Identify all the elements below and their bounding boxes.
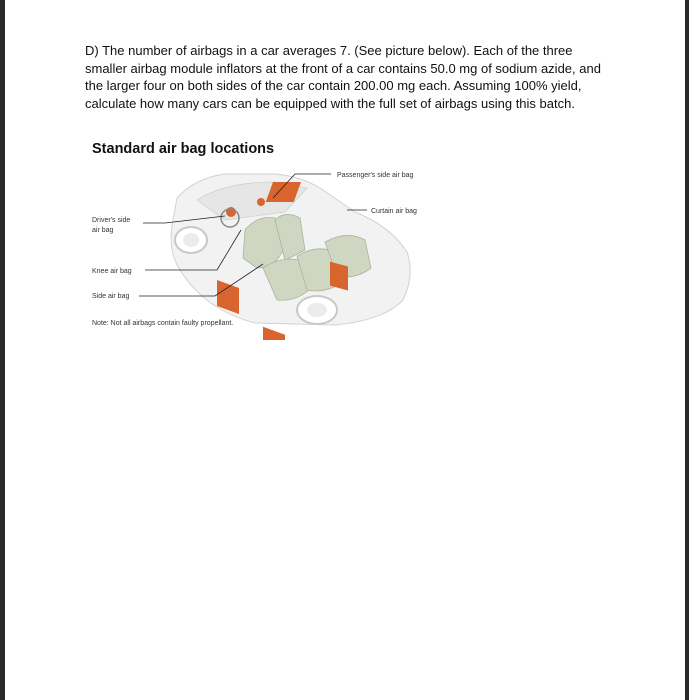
passenger-airbag-label: Passenger's side air bag: [337, 172, 414, 179]
side-airbag-rear: [263, 327, 285, 340]
side-airbag-label: Side air bag: [92, 293, 130, 300]
driver-airbag-label-line1: Driver's side: [92, 217, 131, 224]
car-illustration: [85, 160, 455, 340]
airbag-diagram: [85, 160, 455, 345]
figure-note: Note: Not all airbags contain faulty propellant.: [92, 320, 234, 327]
driver-airbag-label-line2: air bag: [92, 227, 114, 234]
curtain-airbag-rear: [330, 262, 348, 291]
curtain-airbag-label: Curtain air bag: [371, 208, 417, 215]
knee-airbag-label: Knee air bag: [92, 268, 132, 275]
passenger-airbag: [257, 198, 265, 206]
question-text: D) The number of airbags in a car averages 7. (See picture below). Each of the three smaller airbag module inflators at the front of a car contains 50.0 mg of sodium azide, and the larger four on both sides of the car contain 200.00 mg each. Assuming 100% yield, calculate how many cars can be equipped with the full set of airbags using this batch.: [85, 43, 601, 111]
document-page: [5, 0, 685, 700]
figure-title: Standard air bag locations: [92, 141, 275, 157]
